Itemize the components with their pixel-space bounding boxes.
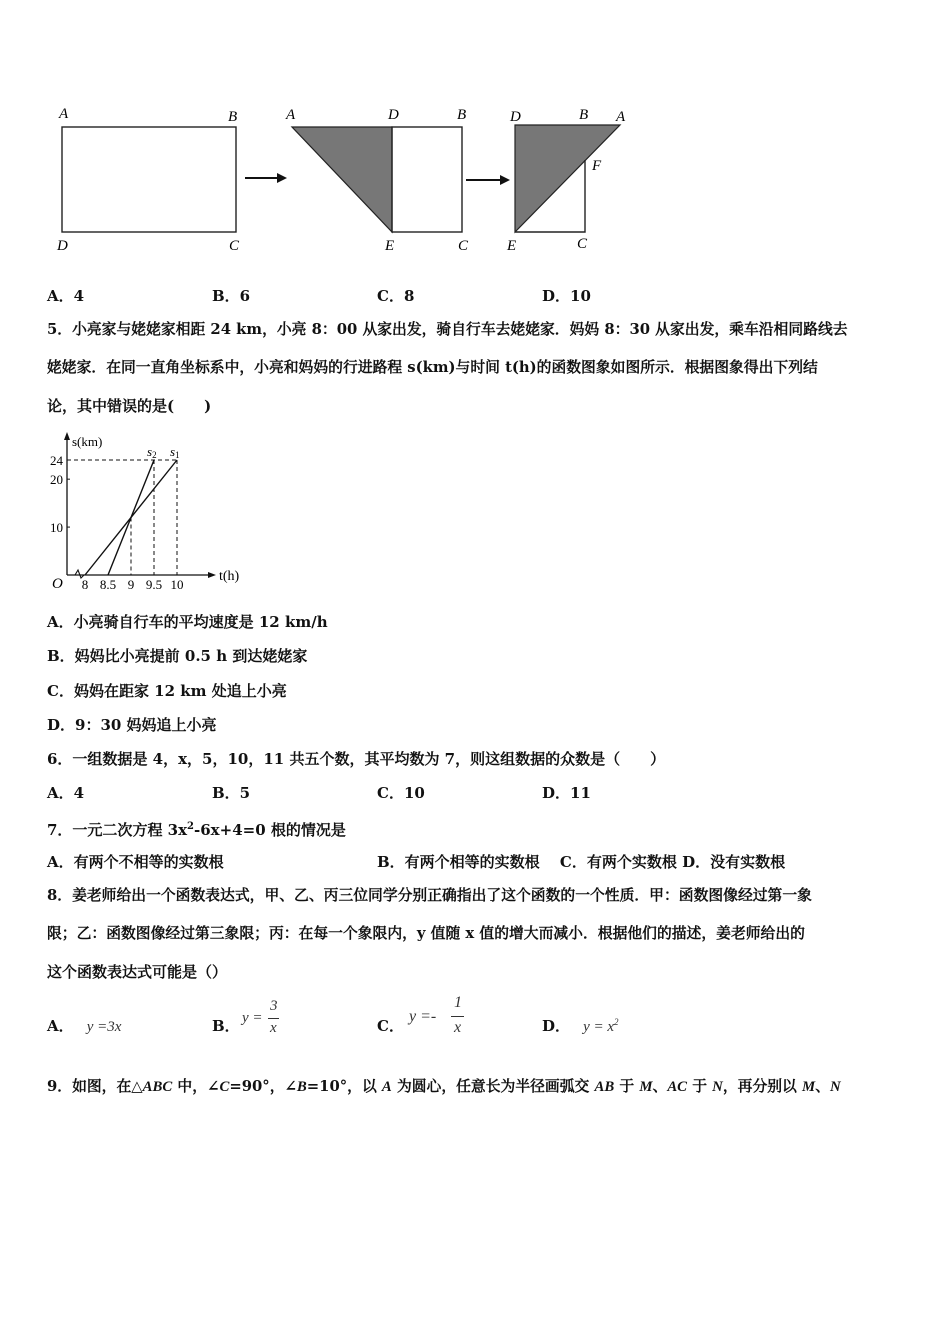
label-b-1: B [228, 109, 238, 125]
q8-option-b-lhs: y = [242, 1010, 263, 1026]
fold-figure [40, 100, 640, 260]
q5-option-b[interactable]: B．妈妈比小亮提前 0.5 h 到达姥姥家 [47, 647, 308, 665]
arrow-right-icon [245, 173, 287, 183]
q9-var: AB [594, 1079, 615, 1095]
q8-option-c-label: C． [377, 1017, 404, 1035]
q5-stem-line3: 论，其中错误的是( ) [47, 397, 212, 415]
q8-option-a-label: A． [47, 1017, 74, 1035]
q8-option-d-lhs: y = x [583, 1019, 615, 1035]
q5-option-a[interactable]: A．小亮骑自行车的平均速度是 12 km/h [47, 613, 328, 631]
q8-option-c-den: x [454, 1019, 462, 1036]
label-c-2: C [458, 238, 469, 254]
q7-stem [47, 817, 346, 840]
label-d-3: D [510, 109, 521, 125]
label-a-3: A [616, 109, 626, 125]
rect-abcd [62, 127, 236, 232]
q4-option-a[interactable]: A．4 [47, 287, 85, 305]
q8-option-b[interactable] [212, 1016, 240, 1036]
q5-stem-line2: 姥姥家．在同一直角坐标系中，小亮和妈妈的行进路程 s(km)与时间 t(h)的函数图象如图所示．根据图象得出下列结 [47, 359, 818, 376]
y-axis-arrow-icon [64, 432, 70, 440]
q8-option-d[interactable] [542, 1016, 619, 1036]
q8-option-b-num: 3 [270, 998, 278, 1014]
q7-stem-b: -6x+4=0 根的情况是 [194, 821, 346, 839]
q7-option-bcd[interactable]: B．有两个相等的实数根 C．有两个实数根 D．没有实数根 [377, 853, 786, 871]
y-tick-label: 20 [50, 472, 63, 488]
q9-var: A [381, 1079, 392, 1095]
q9-var: ABC [142, 1079, 173, 1095]
label-a-2: A [286, 107, 296, 123]
q9-text: =90°，∠ [229, 1078, 297, 1095]
x-axis-label: t(h) [219, 569, 240, 584]
q8-option-c-lhs: y =- [409, 1008, 437, 1025]
q9-text: 中，∠ [172, 1078, 220, 1095]
label-e-3: E [507, 238, 517, 254]
q7-stem-sup: 2 [187, 821, 195, 832]
q4-option-b[interactable]: B．6 [212, 287, 251, 305]
q9-text: 于 [614, 1078, 640, 1095]
q9-var: M [802, 1079, 816, 1095]
q9-text: 于 [687, 1078, 713, 1095]
label-c-1: C [229, 238, 240, 254]
q9-var: N [829, 1079, 841, 1095]
q8-stem-line1: 8．姜老师给出一个函数表达式，甲、乙、丙三位同学分别正确指出了这个函数的一个性质．甲：函数图像经过第一象 [47, 887, 812, 904]
rect-dbce [392, 127, 462, 232]
q7-stem-a: 7．一元二次方程 3x [47, 821, 188, 839]
q8-option-c[interactable] [377, 1016, 404, 1036]
label-b-3: B [579, 107, 589, 123]
label-e-2: E [385, 238, 395, 254]
q8-option-c-num: 1 [454, 994, 462, 1011]
q6-stem: 6．一组数据是 4，x，5，10，11 共五个数，其平均数为 7，则这组数据的众数是（ ） [47, 750, 666, 768]
label-d-2: D [388, 107, 399, 123]
series-label-letter: s [147, 444, 153, 459]
q8-option-b-fraction-bar [268, 1018, 279, 1019]
series-line-s2 [108, 460, 154, 575]
series-label-subscript: 2 [152, 450, 157, 460]
q8-option-d-sup: 2 [614, 1017, 619, 1027]
shaded-triangle-ade [292, 127, 392, 232]
q8-option-b-den: x [270, 1020, 277, 1036]
q8-option-c-fraction-bar [451, 1016, 464, 1017]
q4-option-d[interactable]: D．10 [542, 287, 591, 305]
x-tick-label: 8 [81, 577, 89, 592]
x-tick-label: 8.5 [99, 577, 117, 592]
label-f-3: F [592, 158, 602, 174]
series-label-s1 [170, 444, 180, 460]
origin-label: O [52, 576, 63, 592]
series-label-letter: s [170, 444, 176, 459]
label-c-3: C [577, 236, 588, 252]
q8-stem-line3: 这个函数表达式可能是（） [47, 963, 228, 981]
arrow-right-icon [466, 175, 510, 185]
q6-option-a[interactable]: A．4 [47, 784, 85, 802]
q8-option-a[interactable] [47, 1016, 121, 1036]
q6-option-d[interactable]: D．11 [542, 784, 591, 802]
label-a-1: A [59, 106, 69, 122]
q9-stem [47, 1077, 841, 1097]
q9-text: ，再分别以 [722, 1078, 802, 1095]
q8-stem-line2: 限；乙：函数图像经过第三象限；丙：在每一个象限内，y 值随 x 值的增大而减小．根据他们的描述，姜老师给出的 [47, 925, 805, 942]
q9-text: =10°，以 [306, 1078, 382, 1095]
q5-option-d[interactable]: D．9：30 妈妈追上小亮 [47, 716, 217, 734]
label-b-2: B [457, 107, 467, 123]
q8-option-d-formula [583, 1019, 618, 1035]
y-tick-label: 10 [50, 520, 63, 536]
q5-option-c[interactable]: C．妈妈在距家 12 km 处追上小亮 [47, 682, 287, 700]
q9-text: 为圆心，任意长为半径画弧交 [391, 1078, 595, 1095]
q5-stem-line1: 5．小亮家与姥姥家相距 24 km，小亮 8：00 从家出发，骑自行车去姥姥家．妈妈 8：30 从家出发，乘车沿相同路线去 [47, 321, 848, 338]
q9-var: M [639, 1079, 653, 1095]
q6-option-b[interactable]: B．5 [212, 784, 251, 802]
q8-option-a-formula: y =3x [86, 1019, 122, 1035]
q6-option-c[interactable]: C．10 [377, 784, 425, 802]
q9-var: B [296, 1079, 307, 1095]
q4-option-c[interactable]: C．8 [377, 287, 415, 305]
x-tick-label: 9.5 [145, 577, 163, 592]
q7-option-a[interactable]: A．有两个不相等的实数根 [47, 853, 224, 871]
series-label-s2 [147, 444, 157, 460]
label-d-1: D [57, 238, 68, 254]
q9-text: 、 [815, 1078, 830, 1095]
q8-option-b-label: B． [212, 1017, 240, 1035]
q9-text: 、 [652, 1078, 668, 1095]
x-tick-label: 9 [127, 577, 135, 592]
shaded-triangle-dae [515, 125, 620, 232]
q9-var: N [712, 1079, 723, 1095]
q9-var: AC [667, 1079, 688, 1095]
x-axis-arrow-icon [208, 572, 216, 578]
q9-var: C [219, 1079, 230, 1095]
y-axis-label: s(km) [72, 434, 103, 449]
x-tick-label: 10 [170, 577, 184, 592]
distance-time-chart [40, 430, 250, 595]
series-label-subscript: 1 [175, 450, 180, 460]
q9-text: 9．如图，在△ [47, 1078, 143, 1095]
q8-option-d-label: D． [542, 1017, 571, 1035]
y-tick-label: 24 [50, 453, 63, 468]
